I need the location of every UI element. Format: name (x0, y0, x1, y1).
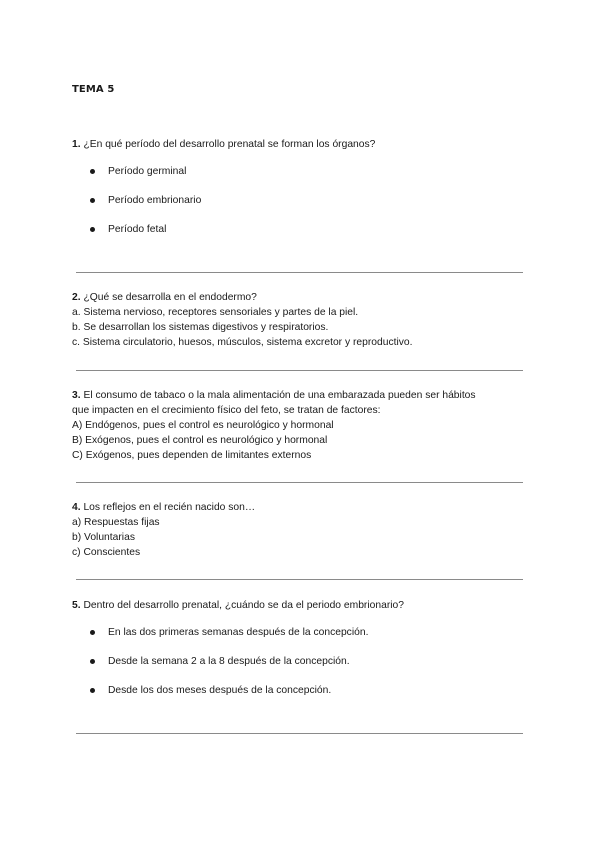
option-a: a. Sistema nervioso, receptores sensoriales y partes de la piel. (72, 307, 359, 318)
option-b: b. Se desarrollan los sistemas digestivos y respiratorios. (72, 322, 329, 333)
question-number: 1. (72, 139, 81, 150)
bullet-icon (90, 198, 95, 203)
question-number: 2. (72, 292, 81, 303)
option-b: B) Exógenos, pues el control es neurológico y hormonal (72, 435, 328, 446)
bullet-icon (90, 659, 95, 664)
question-text: ¿Qué se desarrolla en el endodermo? (80, 292, 257, 303)
question-number: 3. (72, 390, 81, 401)
question-4 (72, 500, 532, 560)
bullet-icon (90, 169, 95, 174)
option-a: A) Endógenos, pues el control es neurológico y hormonal (72, 420, 334, 431)
bullet-icon (90, 630, 95, 635)
divider (76, 370, 523, 371)
question-text: Dentro del desarrollo prenatal, ¿cuándo se da el periodo embrionario? (80, 600, 404, 611)
option-c: c) Conscientes (72, 547, 141, 558)
option-c: C) Exógenos, pues dependen de limitantes externos (72, 450, 312, 461)
divider (76, 482, 523, 483)
question-text: ¿En qué período del desarrollo prenatal se forman los órganos? (80, 139, 376, 150)
document-page: TEMA 5 1. ¿En qué período del desarrollo prenatal se forman los órganos? Período germinal Período embrionario Período fetal 2. ¿Qué se desarrolla en el endodermo? a. Sistema nervioso, receptores sensoriales y partes de la piel. b. Se desarrollan los sistemas digestivos y respiratorios. c. Sistema circulatorio, huesos, músculos, sistema excretor y reproductivo. 3. El consumo de tabaco o la mala alimentación de una embarazada pueden ser hábitos que impacten en el crecimiento físico del feto, se tratan de factores: A) Endógenos, pues el control es neurológico y hormonal B) Exógenos, pues el control es neurológico y hormonal C) Exógenos, pues dependen de limitantes externos 4. Los reflejos en el recién nacido son… a) Respuestas fijas b) Voluntarias c) Conscientes 5. Dentro del desarrollo prenatal, ¿cuándo se da el periodo embrionario? En las dos primeras semanas después de la concepción. Desde la semana 2 a la 8 después de la concepción. Desde los dos meses después de la concepción. (0, 0, 600, 848)
option-b: b) Voluntarias (72, 532, 135, 543)
question-number: 5. (72, 600, 81, 611)
option-c: c. Sistema circulatorio, huesos, músculos, sistema excretor y reproductivo. (72, 337, 413, 348)
question-text: Los reflejos en el recién nacido son… (80, 502, 256, 513)
question-3 (72, 388, 532, 463)
page-title: TEMA 5 (72, 84, 115, 95)
question-2 (72, 290, 532, 350)
bullet-icon (90, 227, 95, 232)
question-number: 4. (72, 502, 81, 513)
divider (76, 733, 523, 734)
question-text: El consumo de tabaco o la mala alimentación de una embarazada pueden ser hábitos (80, 390, 476, 401)
question-text-continued: que impacten en el crecimiento físico del feto, se tratan de factores: (72, 405, 381, 416)
question-5 (72, 598, 532, 613)
option-a: a) Respuestas fijas (72, 517, 160, 528)
divider (76, 272, 523, 273)
question-1 (72, 137, 532, 152)
bullet-icon (90, 688, 95, 693)
divider (76, 579, 523, 580)
